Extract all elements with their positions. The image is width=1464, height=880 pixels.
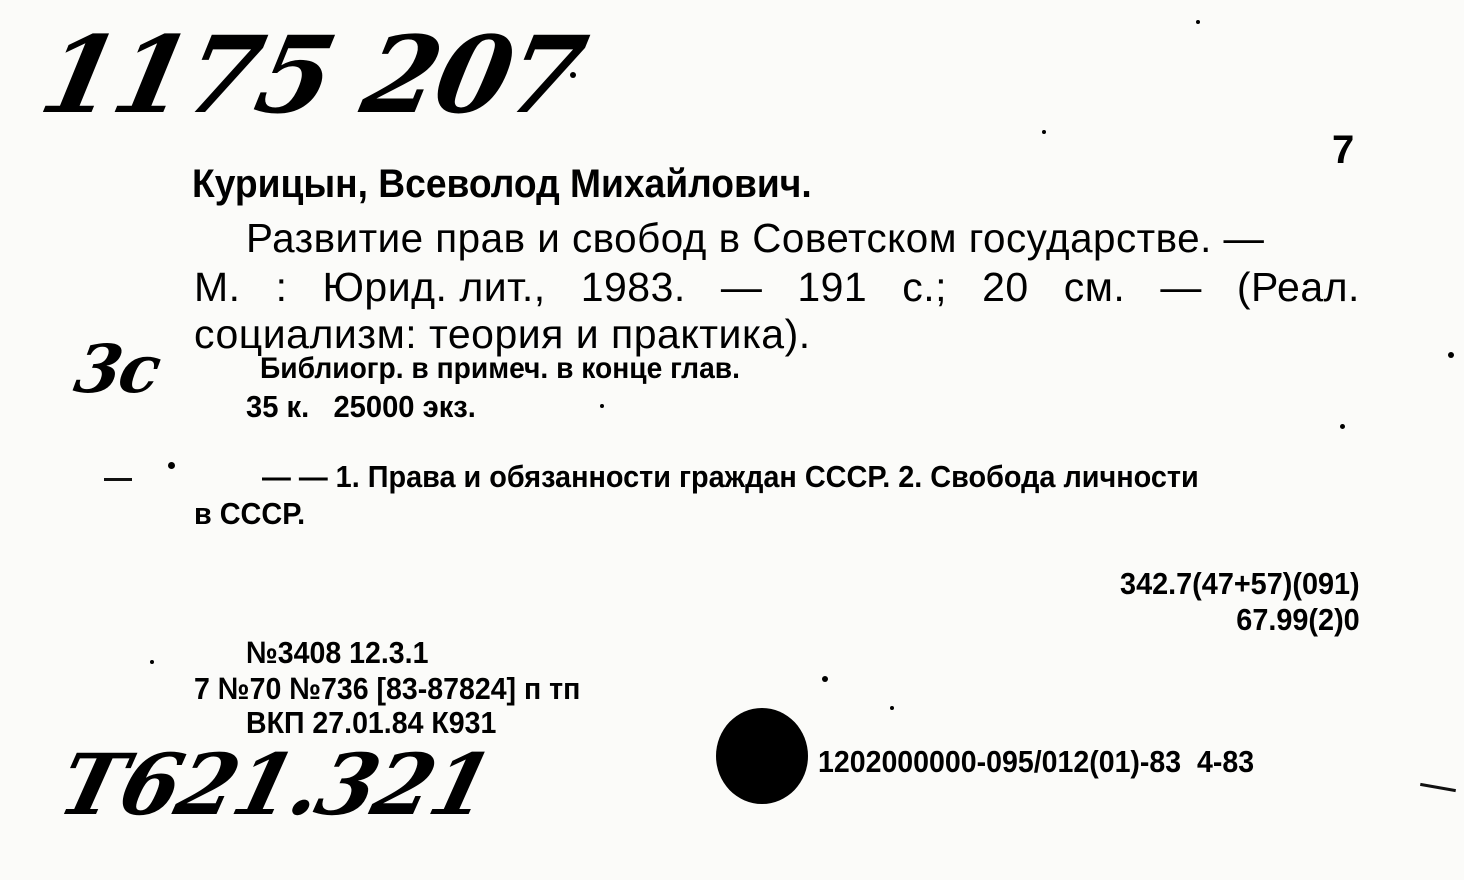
udc-index: 342.7(47+57)(091) xyxy=(1120,566,1360,601)
handwritten-shelf-code: Т621.321 xyxy=(49,735,501,834)
speck xyxy=(822,676,828,682)
author-heading: Курицын, Всеволод Михайлович. xyxy=(192,162,812,206)
bbk-index: 67.99(2)0 xyxy=(1236,602,1360,637)
imprint-year: 1983. xyxy=(580,264,686,310)
margin-dash xyxy=(1420,783,1456,792)
imprint-line xyxy=(194,264,1360,311)
handwritten-mark: 3с xyxy=(69,330,165,408)
subject-headings-continued: в СССР. xyxy=(194,496,306,531)
handwritten-inventory-number: 1175 207 xyxy=(30,12,595,137)
publisher-code: 1202000000-095/012(01)-83 4-83 xyxy=(818,744,1255,779)
speck xyxy=(890,706,894,710)
speck xyxy=(600,404,604,408)
speck xyxy=(168,462,175,469)
imprint-colon: : xyxy=(275,264,288,310)
speck xyxy=(150,660,154,664)
imprint-size-unit: см. xyxy=(1063,264,1126,310)
subject-headings: — — 1. Права и обязанности граждан СССР. 2. Свобода личности xyxy=(262,459,1199,494)
speck xyxy=(1196,20,1200,24)
imprint-series-start: (Реал. xyxy=(1236,264,1360,310)
speck xyxy=(1340,424,1345,429)
imprint-dash-2: — xyxy=(1160,264,1202,310)
punch-hole xyxy=(716,708,808,804)
title-line: Развитие прав и свобод в Советском государстве. — xyxy=(246,215,1265,261)
imprint-size: 20 xyxy=(982,264,1029,310)
service-line-2: 7 №70 №736 [83-87824] п тп xyxy=(194,671,581,706)
imprint-dash: — xyxy=(720,264,763,310)
margin-dash xyxy=(104,478,132,481)
speck xyxy=(1042,130,1046,134)
imprint-publisher: Юрид. лит., xyxy=(322,264,546,310)
service-line-1: №3408 12.3.1 xyxy=(246,635,429,670)
service-line-3: ВКП 27.01.84 К931 xyxy=(246,705,497,740)
imprint-pages-unit: с.; xyxy=(902,264,948,310)
imprint-place: М. xyxy=(194,264,241,310)
speck xyxy=(1448,352,1454,358)
imprint-pages: 191 xyxy=(797,264,868,310)
price-run: 35 к. 25000 экз. xyxy=(246,389,476,424)
series-line: социализм: теория и практика). xyxy=(194,311,811,357)
corner-number: 7 xyxy=(1332,128,1355,172)
bibliography-note: Библиогр. в примеч. в конце глав. xyxy=(260,352,740,385)
